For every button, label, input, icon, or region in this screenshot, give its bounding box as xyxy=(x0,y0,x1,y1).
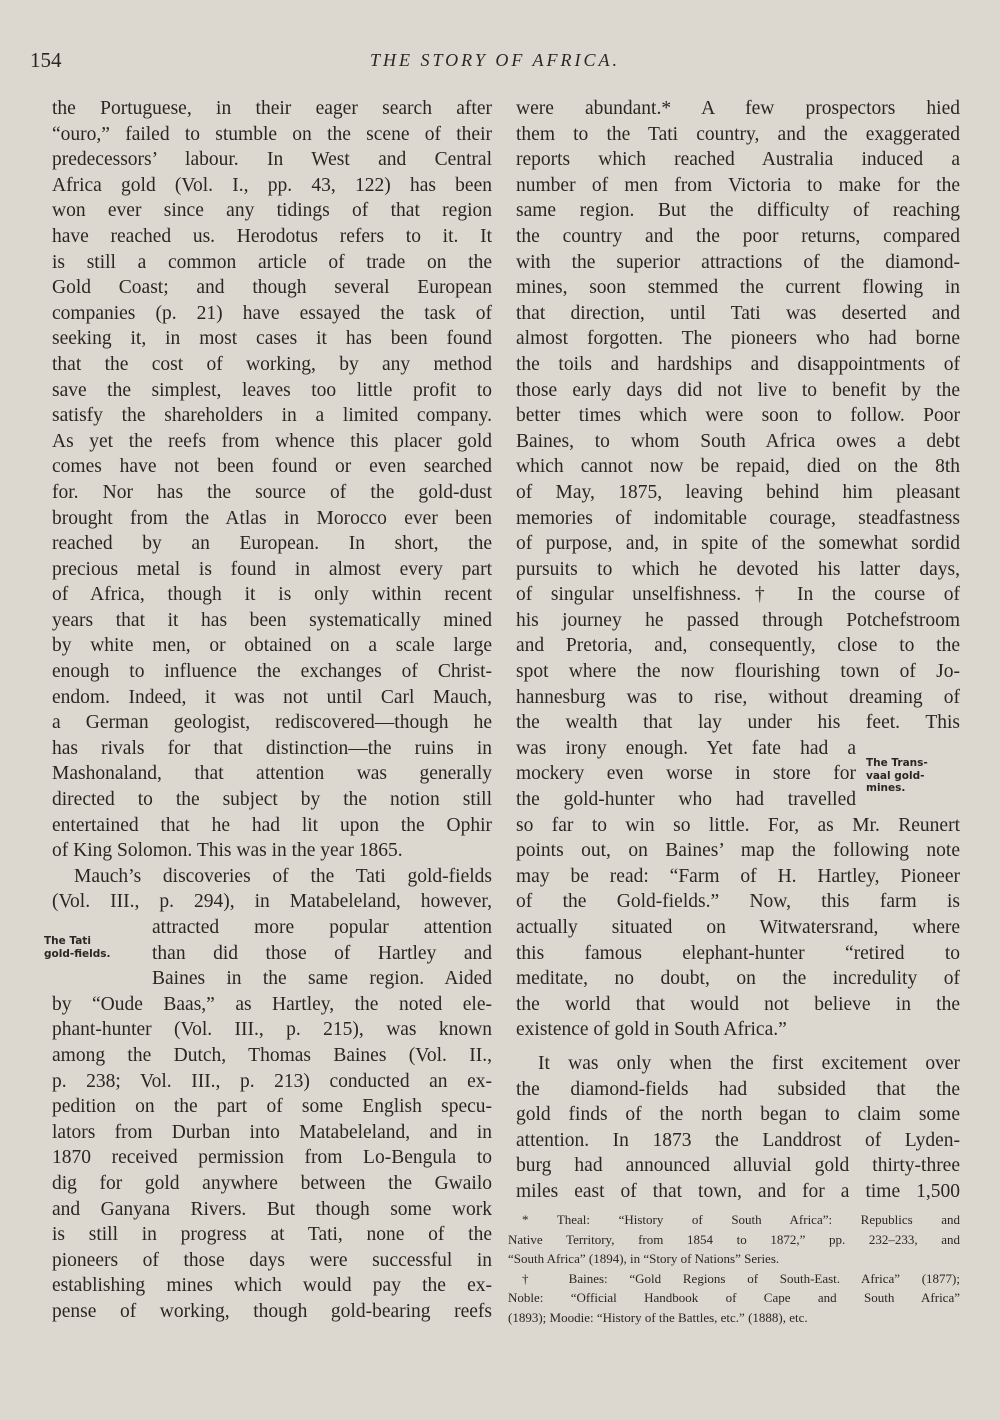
text-line: the toils and hardships and disappointments of xyxy=(516,353,960,375)
text-line: companies (p. 21) have essayed the task of xyxy=(52,302,492,324)
footnotes xyxy=(508,1210,960,1327)
right-column xyxy=(516,96,960,1205)
text-line: As yet the reefs from whence this placer gold xyxy=(52,430,492,452)
text-line: mines, soon stemmed the current flowing in xyxy=(516,277,960,299)
text-line: mockery even worse in store for xyxy=(516,763,856,785)
page-header xyxy=(30,40,960,80)
text-line: same region. But the difficulty of reaching xyxy=(516,200,960,222)
text-line: establishing mines which would pay the ex- xyxy=(52,1275,492,1297)
text-line: by white men, or obtained on a scale large xyxy=(52,635,492,657)
text-line: the diamond-fields had subsided that the xyxy=(516,1078,960,1100)
sidenote-line: The Tati xyxy=(44,935,91,947)
text-line: save the simplest, leaves too little profit to xyxy=(52,379,492,401)
text-line: endom. Indeed, it was not until Carl Mauch, xyxy=(52,686,492,708)
footnote-line: Native Territory, from 1854 to 1872,” pp. 232–233, and xyxy=(508,1231,960,1247)
text-line: gold finds of the north began to claim some xyxy=(516,1104,960,1126)
text-line: Baines, to whom South Africa owes a debt xyxy=(516,430,960,452)
text-line: brought from the Atlas in Morocco ever been xyxy=(52,507,492,529)
text-line: the world that would not believe in the xyxy=(516,993,960,1015)
text-line: Mashonaland, that attention was generally xyxy=(52,763,492,785)
text-line: of King Solomon. This was in the year 1865. xyxy=(52,840,403,862)
text-line: dig for gold anywhere between the Gwailo xyxy=(52,1172,492,1194)
text-line: It was only when the first excitement over xyxy=(538,1052,960,1074)
sidenote-transvaal-gold-mines xyxy=(866,757,962,795)
footnote-line: * Theal: “History of South Africa”: Republics and xyxy=(522,1212,960,1227)
text-line: spot where the now flourishing town of Jo- xyxy=(516,661,960,683)
text-line: his journey he passed through Potchefstroom xyxy=(516,609,960,631)
sidenote-line: mines. xyxy=(866,782,906,794)
text-line: memories of indomitable courage, steadfastness xyxy=(516,507,960,529)
text-line: attention. In 1873 the Landdrost of Lyden- xyxy=(516,1129,960,1151)
text-line: better times which were soon to follow. Poor xyxy=(516,405,960,427)
text-line: were abundant.* A few prospectors hied xyxy=(516,98,960,119)
sidenote-line: vaal gold- xyxy=(866,769,925,782)
text-line: that direction, until Tati was deserted and xyxy=(516,302,960,324)
text-line: almost forgotten. The pioneers who had borne xyxy=(516,328,960,350)
text-line: pense of working, though gold-bearing reefs xyxy=(52,1300,492,1322)
text-line: burg had announced alluvial gold thirty-three xyxy=(516,1155,960,1177)
text-line: predecessors’ labour. In West and Central xyxy=(52,149,492,171)
sidenote-tati-gold-fields xyxy=(44,935,140,960)
text-line: have reached us. Herodotus refers to it. It xyxy=(52,225,492,247)
text-line: satisfy the shareholders in a limited company. xyxy=(52,405,492,427)
text-line: pioneers of those days were successful in xyxy=(52,1249,492,1271)
text-line: is still a common article of trade on the xyxy=(52,251,492,273)
text-line: the country and the poor returns, compared xyxy=(516,225,960,247)
text-line: than did those of Hartley and xyxy=(152,942,492,964)
text-line: this famous elephant-hunter “retired to xyxy=(516,942,960,964)
text-line: them to the Tati country, and the exaggerated xyxy=(516,123,960,145)
text-line: with the superior attractions of the diamond- xyxy=(516,251,960,273)
text-line: of May, 1875, leaving behind him pleasant xyxy=(516,481,960,503)
text-line: is still in progress at Tati, none of the xyxy=(52,1224,492,1246)
text-line: for. Nor has the source of the gold-dust xyxy=(52,481,492,503)
text-line: the Portuguese, in their eager search after xyxy=(52,98,492,119)
footnote-line: (1893); Moodie: “History of the Battles, etc.” (1888), etc. xyxy=(508,1309,808,1325)
text-line: actually situated on Witwatersrand, where xyxy=(516,917,960,938)
text-line: won ever since any tidings of that region xyxy=(52,200,492,222)
text-line: meditate, no doubt, on the incredulity of xyxy=(516,968,960,990)
footnote-line: † Baines: “Gold Regions of South-East. Africa” (1877); xyxy=(522,1270,960,1286)
text-line: number of men from Victoria to make for the xyxy=(516,174,960,196)
text-line: of purpose, and, in spite of the somewhat sordid xyxy=(516,533,960,555)
text-line: may be read: “Farm of H. Hartley, Pioneer xyxy=(516,865,960,887)
text-line: comes have not been found or even searched xyxy=(52,456,492,478)
sidenote-line: The Trans- xyxy=(866,757,928,769)
text-line: that the cost of working, by any method xyxy=(52,353,492,375)
text-line: phant-hunter (Vol. III., p. 215), was known xyxy=(52,1019,492,1041)
text-line: Mauch’s discoveries of the Tati gold-fields xyxy=(74,865,492,887)
text-line: those early days did not live to benefit by the xyxy=(516,379,960,401)
text-line: directed to the subject by the notion still xyxy=(52,789,492,811)
text-line: among the Dutch, Thomas Baines (Vol. II., xyxy=(52,1044,492,1066)
footnote-line: “South Africa” (1894), in “Story of Nations” Series. xyxy=(508,1251,780,1266)
text-line: entertained that he had lit upon the Ophir xyxy=(52,814,492,836)
text-line: attracted more popular attention xyxy=(152,917,492,938)
text-line: reached by an European. In short, the xyxy=(52,533,492,555)
page-number: 154 xyxy=(30,48,62,72)
text-line: Baines in the same region. Aided xyxy=(152,968,492,990)
text-line: which cannot now be repaid, died on the 8th xyxy=(516,456,960,478)
text-line: so far to win so little. For, as Mr. Reunert xyxy=(516,814,960,836)
text-line: has rivals for that distinction—the ruins in xyxy=(52,737,492,759)
text-line: hannesburg was to rise, without dreaming of xyxy=(516,686,960,708)
text-line: of the Gold-fields.” Now, this farm is xyxy=(516,891,960,913)
footnote-line: Noble: “Official Handbook of Cape and South Africa” xyxy=(508,1290,960,1305)
text-line: (Vol. III., p. 294), in Matabeleland, however, xyxy=(52,891,492,913)
text-line: of Africa, though it is only within recent xyxy=(52,584,492,606)
text-line: pursuits to which he devoted his latter days, xyxy=(516,558,960,580)
text-line: miles east of that town, and for a time 1,500 xyxy=(516,1180,960,1202)
text-line: the wealth that lay under his feet. This xyxy=(516,712,960,734)
text-line: Africa gold (Vol. I., pp. 43, 122) has been xyxy=(52,174,492,196)
text-line: and Ganyana Rivers. But though some work xyxy=(52,1198,492,1220)
text-line: p. 238; Vol. III., p. 213) conducted an ex- xyxy=(52,1070,492,1092)
text-line: and Pretoria, and, consequently, close to the xyxy=(516,635,960,657)
text-line: 1870 received permission from Lo-Bengula to xyxy=(52,1147,492,1169)
text-line: the gold-hunter who had travelled xyxy=(516,789,856,811)
text-line: pedition on the part of some English specu- xyxy=(52,1096,492,1118)
text-line: existence of gold in South Africa.” xyxy=(516,1019,787,1041)
text-line: by “Oude Baas,” as Hartley, the noted ele- xyxy=(52,993,492,1015)
text-line: was irony enough. Yet fate had a xyxy=(516,737,856,759)
text-line: enough to influence the exchanges of Christ- xyxy=(52,661,492,683)
text-line: precious metal is found in almost every part xyxy=(52,558,492,580)
text-line: years that it has been systematically mined xyxy=(52,609,492,631)
sidenote-line: gold-fields. xyxy=(44,947,111,960)
left-column xyxy=(52,96,492,1325)
text-line: “ouro,” failed to stumble on the scene of their xyxy=(52,123,492,145)
text-line: seeking it, in most cases it has been found xyxy=(52,328,492,350)
text-line: of singular unselfishness.† In the course of xyxy=(516,584,960,606)
text-line: lators from Durban into Matabeleland, and in xyxy=(52,1121,492,1143)
running-head: THE STORY OF AFRICA. xyxy=(369,50,621,70)
text-line: a German geologist, rediscovered—though he xyxy=(52,712,492,734)
text-line: Gold Coast; and though several European xyxy=(52,277,492,299)
text-line: reports which reached Australia induced a xyxy=(516,149,960,171)
text-line: points out, on Baines’ map the following note xyxy=(516,840,960,862)
